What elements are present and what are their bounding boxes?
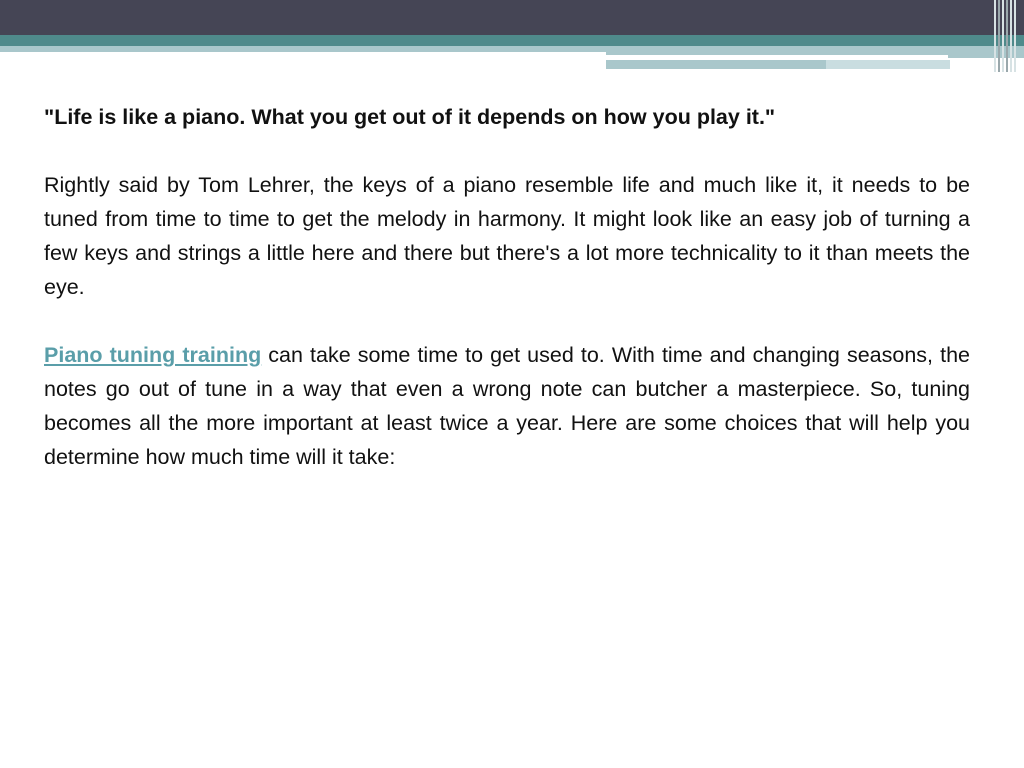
header-decorative-stripes (992, 0, 1024, 72)
slide-body (44, 100, 970, 508)
header-teal-bar (0, 35, 1024, 46)
header-light-bar-left (0, 46, 606, 52)
paragraph-intro: Rightly said by Tom Lehrer, the keys of a piano resemble life and much like it, it needs to be tuned from time to time to get the melody in harmony. It might look like an easy job of turning a few keys and strings a little here and there but there's a lot more technicality to it than meets the eye. (44, 173, 970, 299)
piano-tuning-training-link[interactable]: Piano tuning training (44, 343, 262, 367)
header-lower-bar-faded (826, 60, 950, 69)
paragraph-training (44, 338, 970, 474)
header-lower-bar (606, 60, 826, 69)
header-white-line (606, 55, 948, 58)
quote-text: "Life is like a piano. What you get out of it depends on how you play it." (44, 105, 776, 129)
paragraph-training-text: can take some time to get used to. With time and changing seasons, the notes go out of tune in a way that even a wrong note can butcher a masterpiece. So, tuning becomes all the more important at least twice a year. Here are some choices that will help you determine how much time will it take: (44, 343, 970, 469)
header-dark-bar (0, 0, 1024, 35)
